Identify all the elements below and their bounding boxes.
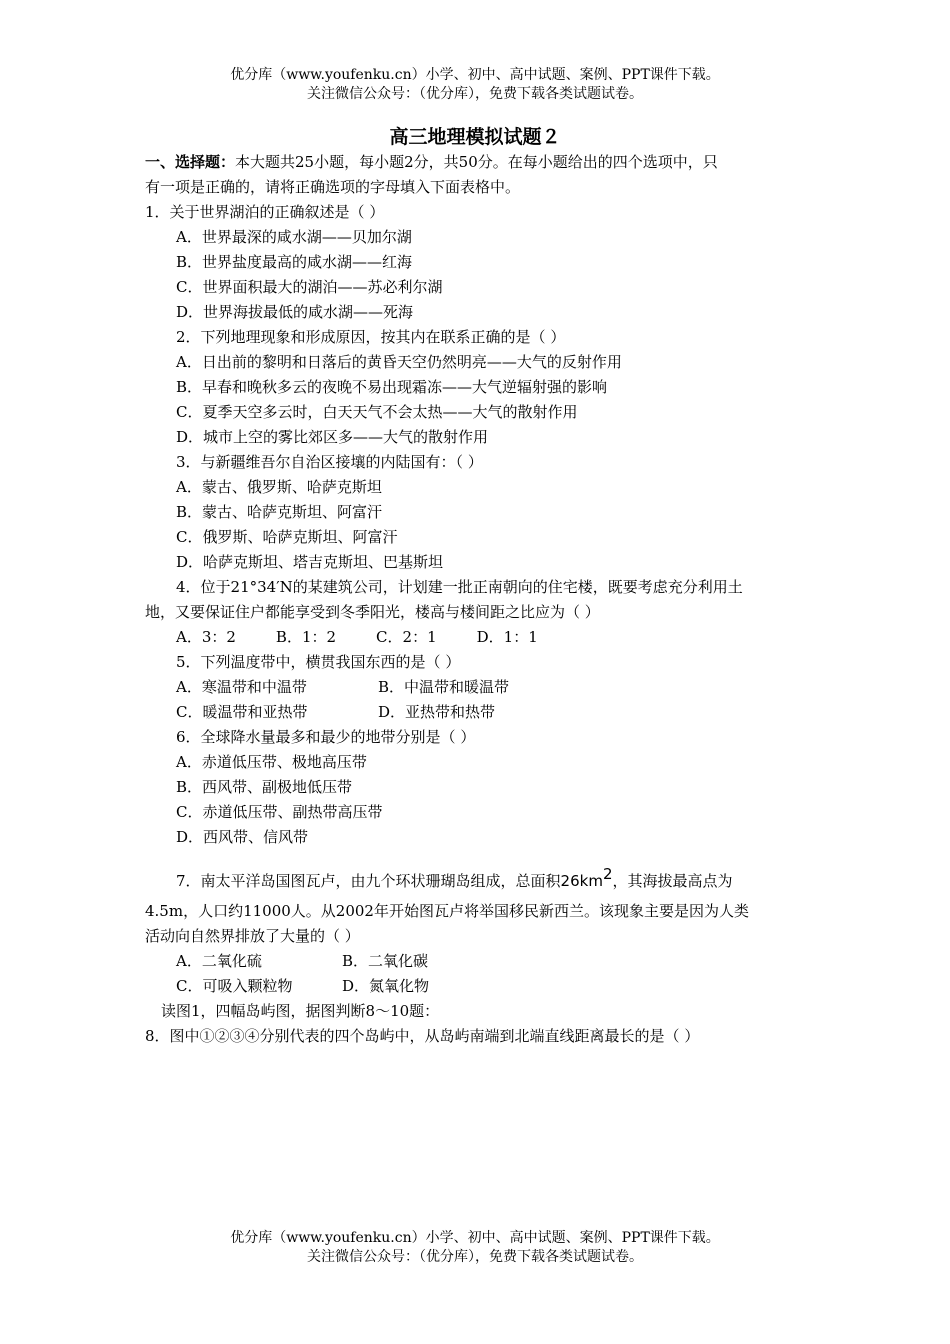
footer-line-1: 优分库（www.youfenku.cn）小学、初中、高中试题、案例、PPT课件下载。 [230,1230,720,1246]
q5-option-b: B．中温带和暖温带 [378,678,510,696]
q1-stem: 1．关于世界湖泊的正确叙述是（ ） [145,203,385,221]
footer-line-2: 关注微信公众号：（优分库），免费下载各类试题试卷。 [307,1249,643,1265]
q7-stem-part-1: 7．南太平洋岛国图瓦卢，由九个环状珊瑚岛组成，总面积 [176,872,561,890]
header-line-1: 优分库（www.youfenku.cn）小学、初中、高中试题、案例、PPT课件下载。 [230,67,720,83]
q7-stem-line-1 [145,850,810,899]
q3-option-c: C．俄罗斯、哈萨克斯坦、阿富汗 [176,528,398,546]
q2-option-d: D．城市上空的雾比郊区多——大气的散射作用 [176,428,489,446]
exam-content [145,150,810,1049]
section-intro-line-1 [145,150,810,175]
q2-option-b: B．早春和晚秋多云的夜晚不易出现霜冻——大气逆辐射强的影响 [176,378,608,396]
q3-option-a: A．蒙古、俄罗斯、哈萨克斯坦 [176,478,382,496]
q5-options-row-1 [145,675,810,700]
q7-options-row-1 [145,949,810,974]
q7-option-d: D．氮氧化物 [342,977,430,995]
q7-area-value: 26km [560,872,603,890]
q4-stem-line-1: 4．位于21°34′N的某建筑公司，计划建一批正南朝向的住宅楼，既要考虑充分利用土 [176,578,743,596]
q1-option-d: D．世界海拔最低的咸水湖——死海 [176,303,414,321]
section-intro-line-2: 有一项是正确的，请将正确选项的字母填入下面表格中。 [145,178,521,196]
q7-option-c: C．可吸入颗粒物 [176,977,293,995]
q7-option-b: B．二氧化碳 [342,952,429,970]
q3-stem: 3．与新疆维吾尔自治区接壤的内陆国有：（ ） [176,453,483,471]
q2-option-a: A．日出前的黎明和日落后的黄昏天空仍然明亮——大气的反射作用 [176,353,622,371]
q7-option-a: A．二氧化硫 [176,952,262,970]
q4-option-d: D．1：1 [476,628,538,646]
q7-stem-line-3: 活动向自然界排放了大量的（ ） [145,927,360,945]
page-title: 高三地理模拟试题２ [389,126,561,148]
q8-stem: 8．图中①②③④分别代表的四个岛屿中，从岛屿南端到北端直线距离最长的是（ ） [145,1027,700,1045]
q7-stem-part-2: ，其海拔最高点为 [612,872,733,890]
section-label: 一、选择题： [145,153,236,171]
q4-option-c: C．2：1 [376,628,437,646]
q4-options [145,625,810,650]
q5-option-c: C．暖温带和亚热带 [176,703,308,721]
q6-option-d: D．西风带、信风带 [176,828,309,846]
q6-option-c: C．赤道低压带、副热带高压带 [176,803,383,821]
q7-area-exponent: 2 [602,865,613,883]
q6-option-b: B．西风带、副极地低压带 [176,778,353,796]
q5-option-a: A．寒温带和中温带 [176,678,307,696]
q1-option-b: B．世界盐度最高的咸水湖——红海 [176,253,413,271]
q1-option-c: C．世界面积最大的湖泊——苏必利尔湖 [176,278,443,296]
section-text-1: 本大题共25小题，每小题2分，共50分。在每小题给出的四个选项中，只 [235,153,718,171]
q3-option-d: D．哈萨克斯坦、塔吉克斯坦、巴基斯坦 [176,553,444,571]
q4-option-b: B．1：2 [275,628,337,646]
q2-option-c: C．夏季天空多云时，白天天气不会太热——大气的散射作用 [176,403,578,421]
q2-stem: 2．下列地理现象和形成原因，按其内在联系正确的是（ ） [176,328,566,346]
page-footer [0,1229,950,1267]
page-header [0,66,950,104]
q6-option-a: A．赤道低压带、极地高压带 [176,753,367,771]
q6-stem: 6．全球降水量最多和最少的地带分别是（ ） [176,728,476,746]
q5-option-d: D．亚热带和热带 [378,703,496,721]
q3-option-b: B．蒙古、哈萨克斯坦、阿富汗 [176,503,383,521]
q4-option-a: A．3：2 [176,628,236,646]
q4-stem-line-2: 地，又要保证住户都能享受到冬季阳光，楼高与楼间距之比应为（ ） [145,603,600,621]
q7-stem-line-2: 4.5m，人口约11000人。从2002年开始图瓦卢将举国移民新西兰。该现象主要是因为人类 [145,902,749,920]
q5-options-row-2 [145,700,810,725]
header-line-2: 关注微信公众号：（优分库），免费下载各类试题试卷。 [307,86,643,102]
reading-instruction: 读图1，四幅岛屿图，据图判断8～10题： [161,1002,440,1020]
q7-options-row-2 [145,974,810,999]
q1-option-a: A．世界最深的咸水湖——贝加尔湖 [176,228,412,246]
q5-stem: 5．下列温度带中，横贯我国东西的是（ ） [176,653,461,671]
